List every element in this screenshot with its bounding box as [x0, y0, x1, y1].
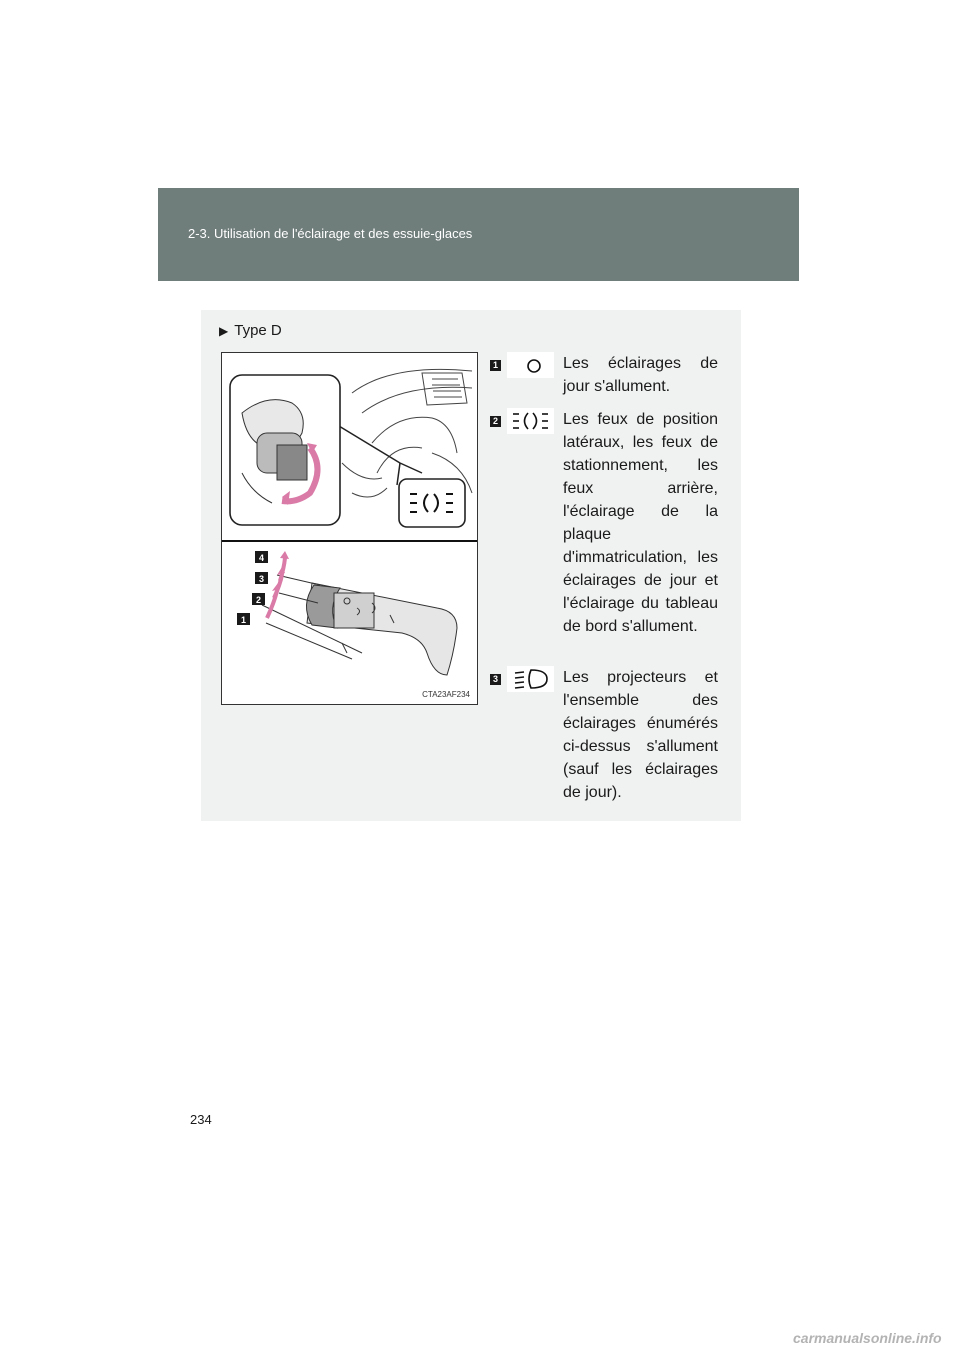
- page-number: 234: [190, 1112, 212, 1127]
- item-number: 2: [490, 416, 501, 427]
- headlight-icon: [507, 666, 554, 692]
- side-marker-light-icon: [507, 408, 554, 434]
- footer-watermark: carmanualsonline.info: [793, 1330, 942, 1346]
- callout-1: 1: [240, 615, 247, 625]
- light-switch-illustration: [221, 352, 478, 705]
- callout-3: 3: [258, 574, 265, 584]
- item-description: Les éclairages de jour s'allument.: [563, 355, 718, 395]
- item-description: Les feux de position latéraux, les feux de stationnement, les feux arrière, l'éclairage de la plaque d'immatriculation, les éclairages de jour et l'éclairage du tableau de bord s'allument.: [563, 411, 718, 635]
- type-label-text: Type D: [234, 322, 282, 339]
- item-number: 1: [490, 360, 501, 371]
- triangle-bullet-icon: ▶: [219, 324, 229, 338]
- section-header: [158, 188, 799, 281]
- illustration-drawing: [222, 353, 477, 704]
- figure-code: CTA23AF234: [422, 690, 470, 699]
- section-title: 2-3. Utilisation de l'éclairage et des essuie-glaces: [188, 226, 473, 241]
- callout-4: 4: [258, 553, 265, 563]
- item-description: Les projecteurs et l'ensemble des éclairages énumérés ci-dessus s'allument (sauf les éclairages de jour).: [563, 669, 718, 801]
- content-panel: [201, 310, 741, 821]
- callout-2: 2: [255, 595, 262, 605]
- type-label: [219, 322, 282, 339]
- daytime-running-light-icon: [507, 352, 554, 378]
- item-number: 3: [490, 674, 501, 685]
